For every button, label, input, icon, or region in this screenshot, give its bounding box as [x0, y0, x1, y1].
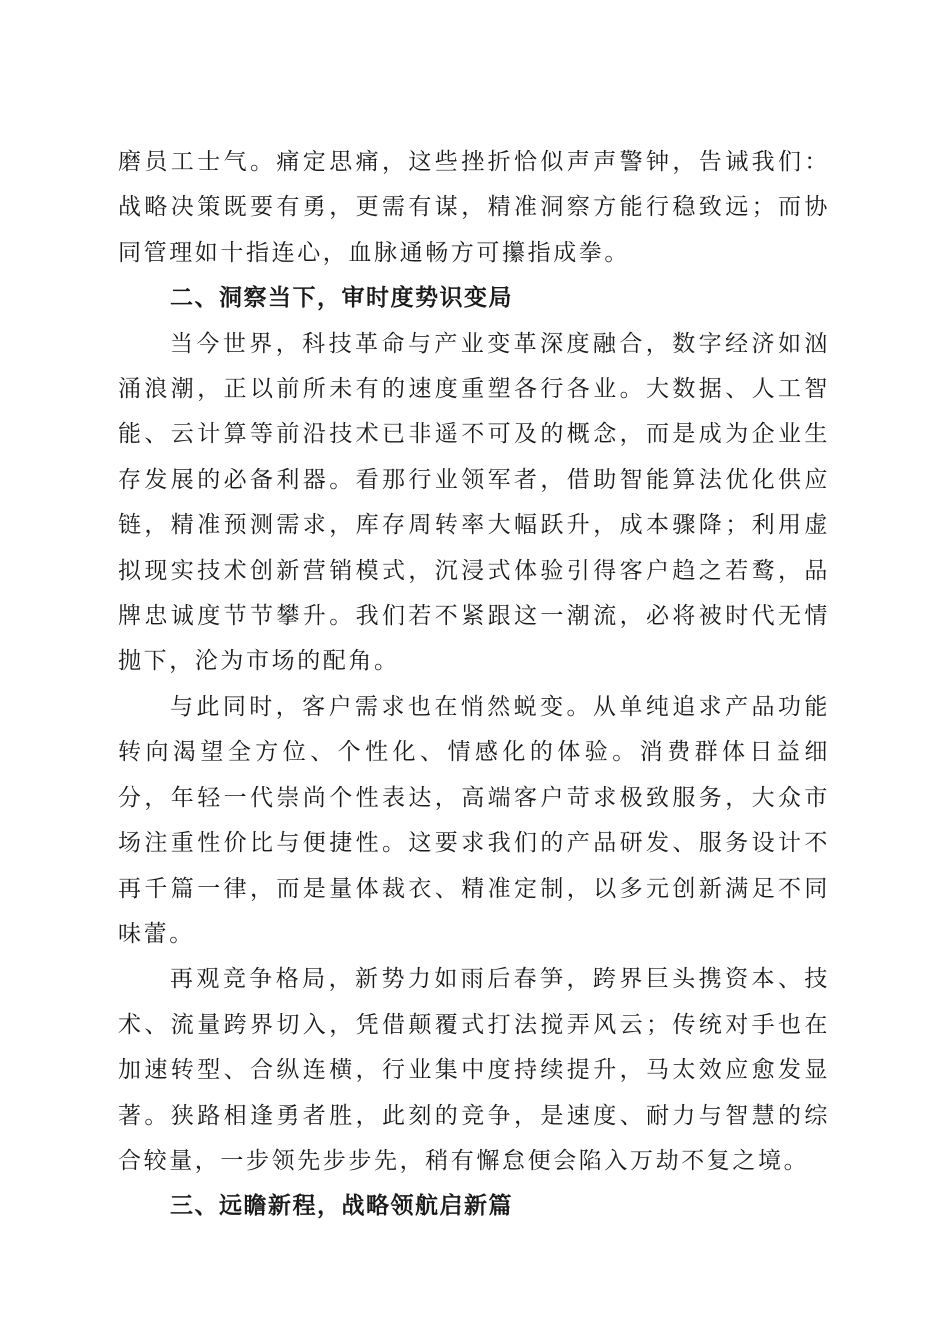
section-heading-3: 三、远瞻新程，战略领航启新篇: [170, 1193, 513, 1220]
document-body: [118, 140, 830, 1230]
paragraph-technology-trends: 当今世界，科技革命与产业变革深度融合，数字经济如汹涌浪潮，正以前所未有的速度重塑各行各业。大数据、人工智能、云计算等前沿技术已非遥不可及的概念，而是成为企业生存发展的必备利器。看那行业领军者，借助智能算法优化供应链，精准预测需求，库存周转率大幅跃升，成本骤降；利用虚拟现实技术创新营销模式，沉浸式体验引得客户趋之若鹜，品牌忠诚度节节攀升。我们若不紧跟这一潮流，必将被时代无情抛下，沦为市场的配角。: [118, 330, 830, 675]
section-heading-2: 二、洞察当下，审时度势识变局: [170, 285, 513, 312]
paragraph-continuation: 磨员工士气。痛定思痛，这些挫折恰似声声警钟，告诫我们：战略决策既要有勇，更需有谋，精准洞察方能行稳致远；而协同管理如十指连心，血脉通畅方可攥指成拳。: [118, 149, 830, 266]
paragraph-customer-needs: 与此同时，客户需求也在悄然蜕变。从单纯追求产品功能转向渴望全方位、个性化、情感化的体验。消费群体日益细分，年轻一代崇尚个性表达，高端客户苛求极致服务，大众市场注重性价比与便捷性。这要求我们的产品研发、服务设计不再千篇一律，而是量体裁衣、精准定制，以多元创新满足不同味蕾。: [118, 693, 830, 947]
paragraph-competition: 再观竞争格局，新势力如雨后春笋，跨界巨头携资本、技术、流量跨界切入，凭借颠覆式打法搅弄风云；传统对手也在加速转型、合纵连横，行业集中度持续提升，马太效应愈发显著。狭路相逢勇者胜，此刻的竞争，是速度、耐力与智慧的综合较量，一步领先步步先，稍有懈怠便会陷入万劫不复之境。: [118, 966, 830, 1174]
